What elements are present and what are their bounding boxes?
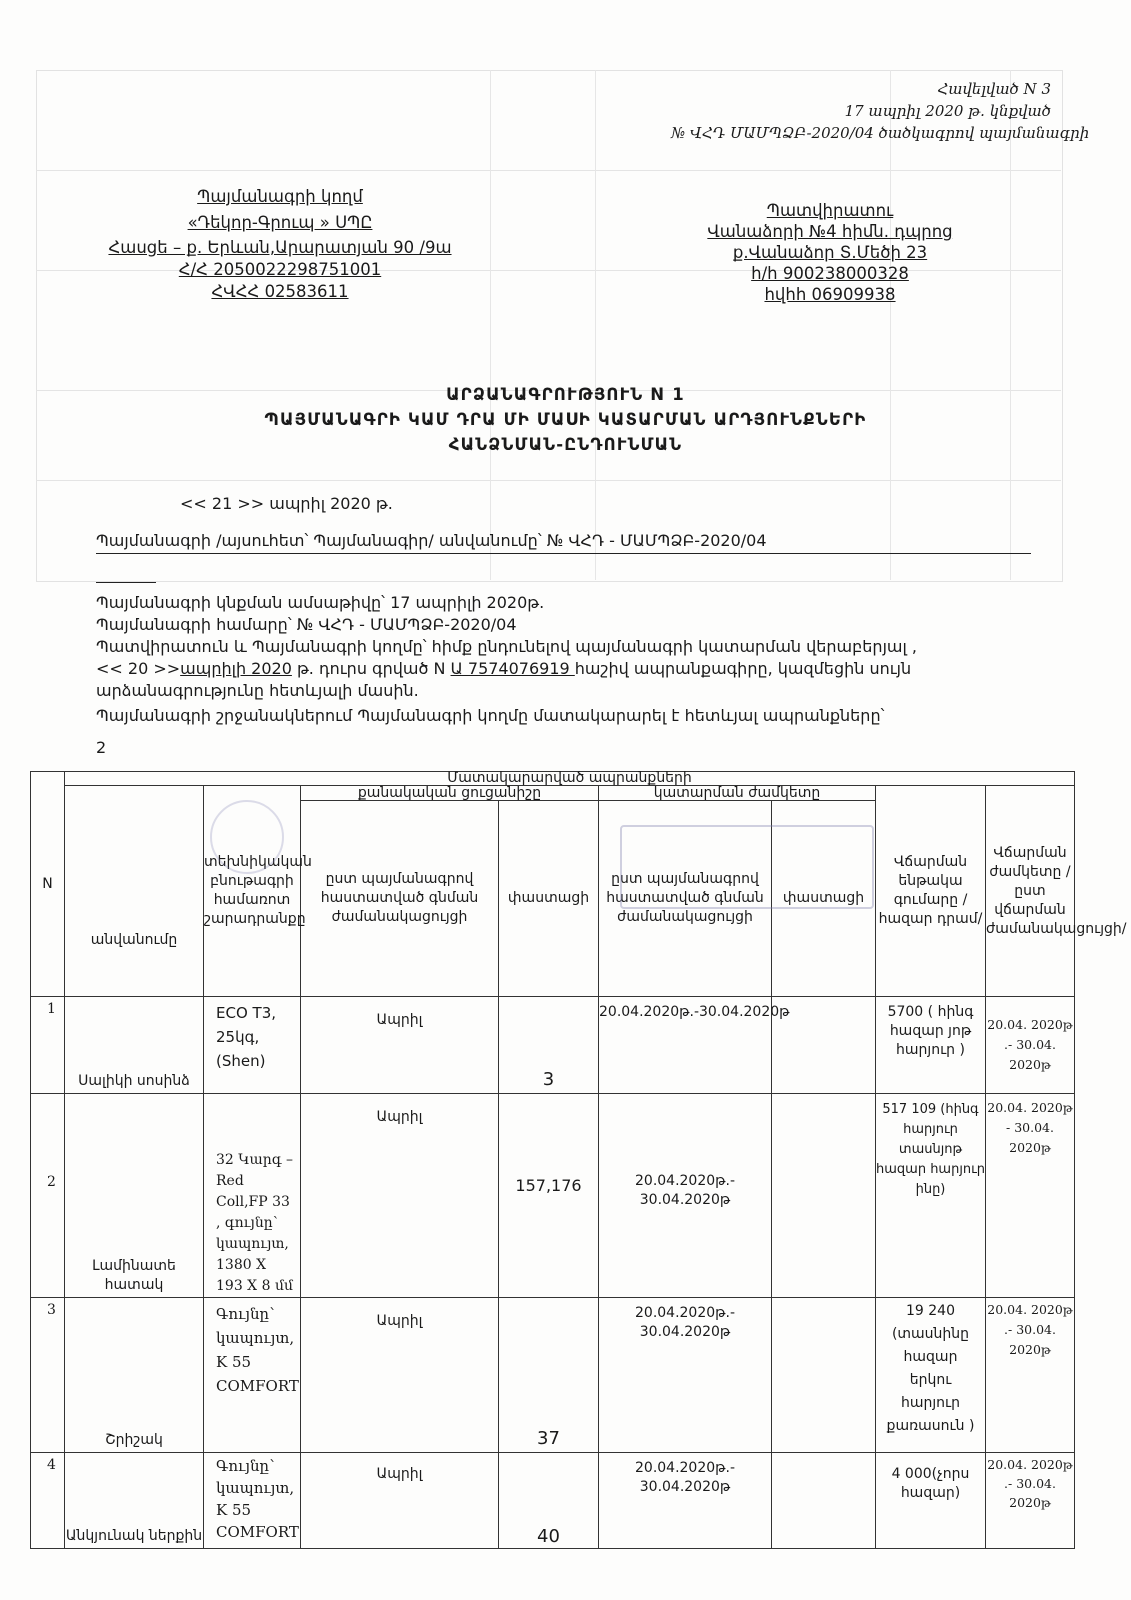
title-line-1: ԱՐՁԱՆԱԳՐՈՒԹՅՈՒՆ N 1 [446,385,685,404]
customer-tax-id: հվհհ 06909938 [764,285,896,304]
row-name: Սալիկի սոսինձ [65,997,204,1094]
row-spec: 32 Կարգ – Red Coll,FP 33 , գույնը՝ կապույտ, 1380 X 193 X 8 մմ [204,1094,301,1298]
header-spec: տեխնիկական բնութագրի համառոտ շարադրանքը [204,786,301,997]
title-line-2: ՊԱՅՄԱՆԱԳՐԻ ԿԱՄ ԴՐԱ ՄԻ ՄԱՍԻ ԿԱՏԱՐՄԱՆ ԱՐԴՅՈՒՆՔՆԵՐԻ [264,410,867,429]
row-name: Լամինատե հատակ [65,1094,204,1298]
supplier-account: Հ/Հ 2050022298751001 [178,260,382,279]
header-pay-period: Վճարման ժամկետը /ըստ վճարման ժամանակացույցի/ [986,786,1075,997]
table-header-row [31,786,1075,801]
row-number: 1 [31,997,65,1094]
row-period: 20.04.2020թ.- 30.04.2020թ [599,1453,772,1549]
row-amount: 517 109 (հինգ հարյուր տասնյոթ հազար հարյուր ինը) [876,1094,986,1298]
invoice-number: Ա 7574076919 [450,659,575,678]
supplier-block [105,186,455,302]
row-period-actual [772,1094,876,1298]
contract-date: Պայմանագրի կնքման ամսաթիվը՝ 17 ապրիլի 2020թ. [96,593,545,612]
header-name: անվանումը [65,786,204,997]
customer-block [680,200,980,305]
supplier-tax-id: ՀՎՀՀ 02583611 [211,282,349,301]
row-spec: ECO T3, 25կգ, (Shen) [204,997,301,1094]
supplier-address: Հասցե – ք. Երևան,Արարատյան 90 /9ա [108,238,452,257]
table-row [31,1453,1075,1549]
header-quantity: քանակական ցուցանիշը [301,786,599,801]
paragraph-line-2 [96,658,1036,680]
delivered-goods-table [30,770,1127,1549]
paragraph-line-5: 2 [96,738,107,757]
supplier-role: Պայմանագրի կողմ [197,187,363,206]
invoice-date-month: ապրիլի 2020 [180,659,292,678]
invoice-text: թ. դուրս գրված N [291,659,451,678]
paragraph-line-4: Պայմանագրի շրջանակներում Պայմանագրի կողմը մատակարարել է հետևյալ ապրանքները՝ [96,706,885,725]
row-month: Ապրիլ [301,997,499,1094]
annex-reference [671,78,1090,144]
row-quantity: 37 [499,1298,599,1453]
row-month: Ապրիլ [301,1298,499,1453]
table-row [31,997,1075,1094]
row-spec: Գույնը՝ կապույտ, K 55 COMFORT [204,1453,301,1549]
customer-account: հ/հ 900238000328 [751,264,909,283]
row-spec: Գույնը՝ կապույտ, K 55 COMFORT [204,1298,301,1453]
contract-name: Պայմանագրի /այսուհետ՝ Պայմանագիր/ անվանումը՝ № ՎՀԴ - ՄԱՄՊՁԲ-2020/04 [96,531,767,550]
contract-number: Պայմանագրի համարը՝ № ՎՀԴ - ՄԱՄՊՁԲ-2020/04 [96,615,517,634]
row-quantity: 40 [499,1453,599,1549]
table-row [31,1298,1075,1453]
stamp-mark [620,825,874,909]
seal-mark [210,800,284,874]
invoice-text-end: հաշիվ ապրանքագիրը, կազմեցին սույն [574,659,912,678]
header-qty-actual: փաստացի [499,801,599,997]
header-n: N [31,772,65,997]
row-number: 2 [31,1094,65,1298]
paragraph-line-1: Պատվիրատուն և Պայմանագրի կողմը՝ հիմք ընդունելով պայմանագրի կատարման վերաբերյալ , [96,637,918,656]
customer-address: ք.Վանաձոր Տ.Մեծի 23 [732,243,928,262]
header-period-actual: փաստացի [772,801,876,997]
row-pay-period: 20.04. 2020թ - 30.04. 2020թ [986,1094,1075,1298]
row-name: Անկյունակ ներքին [65,1453,204,1549]
row-number: 3 [31,1298,65,1453]
row-name: Շրիշակ [65,1298,204,1453]
customer-name: Վանաձորի №4 հիմն. դպրոց [707,222,953,241]
row-period: 20.04.2020թ.-30.04.2020թ [599,997,772,1094]
row-period: 20.04.2020թ.- 30.04.2020թ [599,1094,772,1298]
table-row [31,1094,1075,1298]
header-period: կատարման ժամկետը [599,786,876,801]
row-period: 20.04.2020թ.- 30.04.2020թ [599,1298,772,1453]
row-number: 4 [31,1453,65,1549]
header-qty-planned: ըստ պայմանագրով հաստատված գնման ժամանակացույցի [301,801,499,997]
row-pay-period: 20.04. 2020թ .- 30.04. 2020թ [986,1298,1075,1453]
row-amount: 4 000(չորս հազար) [876,1453,986,1549]
document-date: << 21 >> ապրիլ 2020 թ. [180,494,393,513]
short-divider-line [96,582,156,583]
row-period-actual [772,1298,876,1453]
row-month: Ապրիլ [301,1094,499,1298]
row-amount: 5700 ( հինգ հազար յոթ հարյուր ) [876,997,986,1094]
customer-role: Պատվիրատու [766,201,894,220]
row-period-actual [772,1453,876,1549]
row-quantity: 157,176 [499,1094,599,1298]
paragraph-line-3: արձանագրությունը հետևյալի մասին. [96,681,419,700]
header-period-planned: ըստ պայմանագրով հաստատված գնման ժամանակացույցի [599,801,772,997]
row-quantity: 3 [499,997,599,1094]
document-title [0,384,1131,456]
header-amount: Վճարման ենթակա գումարը /հազար դրամ/ [876,786,986,997]
divider-line [96,553,1031,554]
invoice-date-day: << 20 >> [96,659,181,678]
header-goods: Մատակարարված ապրանքների [65,772,1075,786]
row-pay-period: 20.04. 2020թ .- 30.04. 2020թ [986,997,1075,1094]
annex-contract-code: № ՎՀԴ ՄԱՄՊՁԲ-2020/04 ծածկագրով պայմանագրի [671,124,1090,142]
annex-number: Հավելված N 3 [937,80,1051,98]
supplier-name: «Դեկոր-Գրուպ » ՍՊԸ [187,213,373,232]
table-header-row [31,772,1075,786]
row-pay-period: 20.04. 2020թ .- 30.04. 2020թ [986,1453,1075,1549]
row-month: Ապրիլ [301,1453,499,1549]
title-line-3: ՀԱՆՁՆՄԱՆ-ԸՆԴՈՒՆՄԱՆ [448,435,683,454]
annex-date: 17 ապրիլ 2020 թ. կնքված [844,102,1051,120]
row-amount: 19 240 (տասնինը հազար երկու հարյուր քառասուն ) [876,1298,986,1453]
